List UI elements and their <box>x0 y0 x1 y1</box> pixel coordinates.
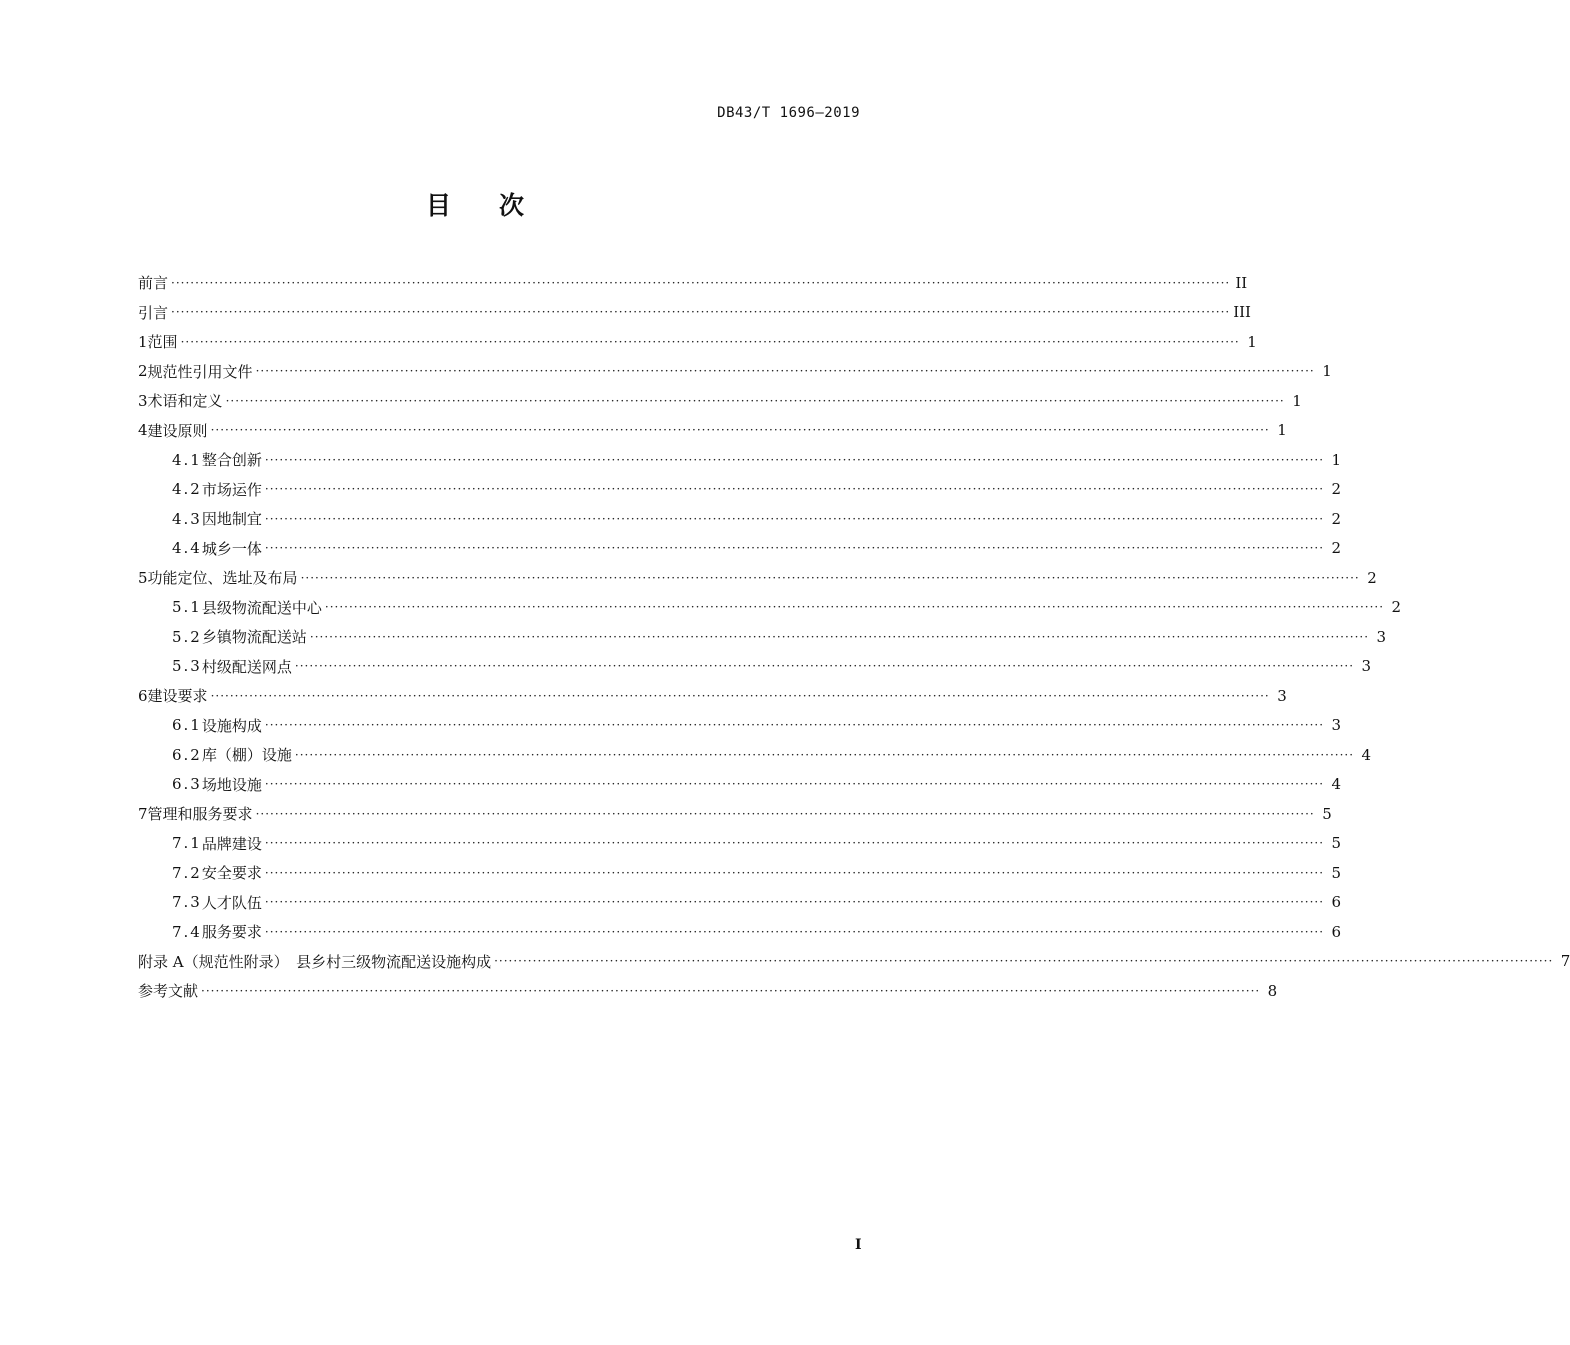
dot-leader: ···························································································································································································································· <box>309 629 1370 644</box>
toc-entry-number: 4.4 <box>172 539 202 558</box>
toc-entry-label: 附录 A（规范性附录） 县乡村三级物流配送设施构成 <box>138 952 492 971</box>
toc-entry-page: 5 <box>1322 804 1332 823</box>
toc-entry-label: 服务要求 <box>201 923 262 942</box>
toc-entry-page: 1 <box>1331 450 1342 469</box>
toc-entry[interactable] <box>138 829 1342 859</box>
toc-entry-label: 设施构成 <box>201 716 262 735</box>
dot-leader: ···························································································································································································································· <box>264 924 1325 939</box>
dot-leader: ···························································································································································································································· <box>255 364 1315 379</box>
page-number: I <box>855 1237 862 1253</box>
toc-entry-label: 因地制宜 <box>201 510 262 529</box>
dot-leader: ···························································································································································································································· <box>264 777 1325 792</box>
dot-leader: ···························································································································································································································· <box>264 511 1325 526</box>
toc-entry-number: 7.3 <box>172 893 202 912</box>
toc-entry-page: II <box>1235 273 1248 292</box>
dot-leader: ···························································································································································································································· <box>264 895 1325 910</box>
toc-entry[interactable] <box>138 681 1287 711</box>
toc-entry-page: 1 <box>1277 421 1287 440</box>
dot-leader: ···························································································································································································································· <box>210 688 1270 703</box>
toc-entry-number: 2 <box>138 362 148 381</box>
toc-entry-label: 建设原则 <box>147 421 208 440</box>
toc-entry-page: 2 <box>1331 480 1342 499</box>
toc-entry-number: 7.1 <box>172 834 202 853</box>
toc-entry[interactable] <box>138 534 1342 564</box>
toc-entry-label: 术语和定义 <box>147 392 223 411</box>
toc-entry[interactable] <box>138 298 1251 328</box>
toc-entry-label: 建设要求 <box>147 687 208 706</box>
toc-entry-label: 库（棚）设施 <box>201 746 292 765</box>
toc-entry[interactable] <box>138 711 1342 741</box>
toc-entry-page: 7 <box>1560 952 1570 971</box>
toc-entry-number: 6.3 <box>172 775 202 794</box>
dot-leader: ···························································································································································································································· <box>201 983 1261 998</box>
toc-entry[interactable] <box>138 563 1377 593</box>
dot-leader: ···························································································································································································································· <box>210 423 1270 438</box>
dot-leader: ···························································································································································································································· <box>324 600 1385 615</box>
dot-leader: ···························································································································································································································· <box>264 836 1325 851</box>
page-title <box>0 186 950 222</box>
toc-entry[interactable] <box>138 858 1342 888</box>
toc-entry-page: 6 <box>1331 922 1342 941</box>
toc-entry-number: 5 <box>138 568 148 587</box>
toc-entry-number: 4.2 <box>172 480 202 499</box>
title-char-2: 次 <box>499 191 525 220</box>
toc-entry-page: 6 <box>1331 893 1342 912</box>
toc-entry[interactable] <box>138 475 1342 505</box>
toc-entry-number: 7 <box>138 804 148 823</box>
toc-entry-number: 3 <box>138 391 148 410</box>
toc-entry-label: 城乡一体 <box>201 539 262 558</box>
toc-entry-page: 4 <box>1361 745 1372 764</box>
dot-leader: ···························································································································································································································· <box>264 541 1325 556</box>
dot-leader: ···························································································································································································································· <box>264 718 1325 733</box>
toc-entry-label: 安全要求 <box>201 864 262 883</box>
toc-entry-number: 5.3 <box>172 657 202 676</box>
toc-entry[interactable] <box>138 622 1387 652</box>
toc-entry[interactable] <box>138 357 1332 387</box>
toc-entry-label: 乡镇物流配送站 <box>201 628 307 647</box>
toc-entry-page: 5 <box>1331 834 1342 853</box>
toc-entry-number: 5.1 <box>172 598 202 617</box>
document-code: DB43/T 1696—2019 <box>717 105 860 121</box>
toc-entry-number: 4.3 <box>172 509 202 528</box>
toc-entry-number: 6 <box>138 686 148 705</box>
toc-entry-label: 范围 <box>147 333 178 352</box>
toc-entry-label: 前言 <box>138 274 169 293</box>
dot-leader: ···························································································································································································································· <box>171 275 1231 290</box>
toc-entry[interactable] <box>138 799 1332 829</box>
toc-entry-label: 参考文献 <box>138 982 199 1001</box>
toc-entry[interactable] <box>138 327 1257 357</box>
toc-entry-label: 规范性引用文件 <box>147 362 253 381</box>
toc-entry-number: 6.2 <box>172 745 202 764</box>
toc-entry-number: 7.2 <box>172 863 202 882</box>
toc-entry-page: 3 <box>1376 627 1387 646</box>
toc-entry[interactable] <box>138 947 1570 977</box>
toc-entry[interactable] <box>138 386 1302 416</box>
toc-entry[interactable] <box>138 652 1372 682</box>
dot-leader: ···························································································································································································································· <box>180 334 1240 349</box>
title-char-1: 目 <box>425 191 451 220</box>
toc-entry-number: 1 <box>138 332 148 351</box>
toc-entry-label: 功能定位、选址及布局 <box>147 569 298 588</box>
toc-entry-page: 2 <box>1331 509 1342 528</box>
toc-entry-number: 6.1 <box>172 716 202 735</box>
toc-entry-page: 2 <box>1391 598 1402 617</box>
dot-leader: ···························································································································································································································· <box>494 954 1554 969</box>
toc-entry-number: 4 <box>138 421 148 440</box>
toc-entry-label: 场地设施 <box>201 775 262 794</box>
toc-entry-page: 4 <box>1331 775 1342 794</box>
toc-entry-page: 3 <box>1331 716 1342 735</box>
toc-entry[interactable] <box>138 504 1342 534</box>
toc-entry[interactable] <box>138 740 1372 770</box>
toc-entry-page: 2 <box>1367 568 1377 587</box>
toc-entry-label: 整合创新 <box>201 451 262 470</box>
dot-leader: ···························································································································································································································· <box>294 747 1355 762</box>
toc-entry-page: III <box>1233 303 1251 322</box>
toc-entry[interactable] <box>138 268 1248 298</box>
toc-entry-page: 5 <box>1331 863 1342 882</box>
dot-leader: ···························································································································································································································· <box>300 570 1360 585</box>
toc-entry[interactable] <box>138 445 1342 475</box>
toc-entry[interactable] <box>138 976 1278 1006</box>
dot-leader: ···························································································································································································································· <box>225 393 1285 408</box>
toc-entry-page: 1 <box>1322 362 1332 381</box>
toc-entry-page: 8 <box>1267 981 1278 1000</box>
toc-entry-label: 市场运作 <box>201 480 262 499</box>
toc-entry-page: 3 <box>1277 686 1287 705</box>
toc-entry-label: 引言 <box>138 303 169 322</box>
toc-entry-label: 品牌建设 <box>201 834 262 853</box>
dot-leader: ···························································································································································································································· <box>264 865 1325 880</box>
toc-entry[interactable] <box>138 917 1342 947</box>
toc-entry-number: 7.4 <box>172 922 202 941</box>
dot-leader: ···························································································································································································································· <box>294 659 1355 674</box>
toc-entry-page: 1 <box>1292 391 1302 410</box>
toc-entry-page: 1 <box>1247 332 1257 351</box>
toc-entry-label: 管理和服务要求 <box>147 805 253 824</box>
toc-entry-label: 县级物流配送中心 <box>201 598 322 617</box>
toc-entry-page: 3 <box>1361 657 1372 676</box>
dot-leader: ···························································································································································································································· <box>255 806 1315 821</box>
toc-entry-page: 2 <box>1331 539 1342 558</box>
toc-entry[interactable] <box>138 593 1402 623</box>
dot-leader: ···························································································································································································································· <box>264 482 1325 497</box>
toc-entry-number: 5.2 <box>172 627 202 646</box>
dot-leader: ···························································································································································································································· <box>264 452 1325 467</box>
toc-entry[interactable] <box>138 416 1287 446</box>
table-of-contents <box>138 268 1570 1006</box>
toc-entry-label: 村级配送网点 <box>201 657 292 676</box>
dot-leader: ···························································································································································································································· <box>171 305 1231 320</box>
toc-entry[interactable] <box>138 888 1342 918</box>
toc-entry-label: 人才队伍 <box>201 893 262 912</box>
toc-entry-number: 4.1 <box>172 450 202 469</box>
toc-entry[interactable] <box>138 770 1342 800</box>
